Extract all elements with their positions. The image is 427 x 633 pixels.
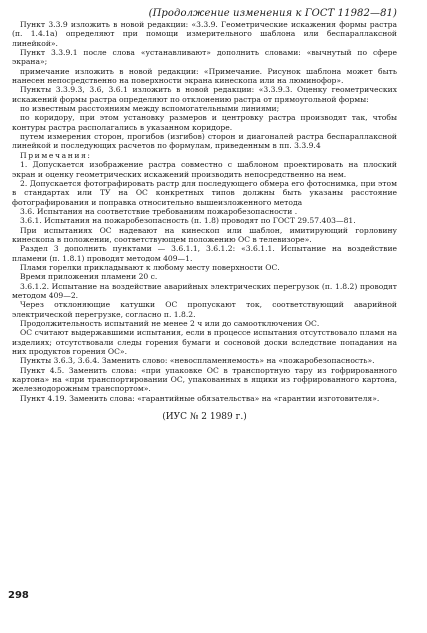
paragraph: по коридору, при этом установку размеров и центровку растра производят так, чтобы контуры растра располагались в указанном коридоре. (12, 113, 397, 132)
paragraph: Время приложения пламени 20 с. (20, 272, 158, 282)
publication-note: (ИУС № 2 1989 г.) (162, 412, 247, 423)
paragraph: 3.6.1. Испытания на пожаробезопасность (п. 1.8) проводят по ГОСТ 29.57.403—81. (20, 216, 356, 226)
paragraph: 3.6. Испытания на соответствие требованиям пожаробезопасности . (20, 206, 298, 216)
paragraph: Пункт 3.3.9.1 после слова «устанавливают» дополнить словами: «вычнутый по сфере экрана»; (12, 48, 397, 67)
page-number: 298 (8, 590, 29, 601)
paragraph: по известным расстояниям между вспомогательными линиями; (20, 104, 280, 114)
paragraph: 3.6.1.2. Испытание на воздействие аварийных электрических перегрузок (п. 1.8.2) проводят методом 409—2. (12, 281, 397, 300)
paragraph: Продолжительность испытаний не менее 2 ч или до самоотключения ОС. (20, 319, 320, 328)
paragraph: примечание изложить в новой редакции: «Примечание. Рисунок шаблона может быть нанесен непосредственно на поверхности экрана кинескопа или на люминофор». (12, 66, 397, 86)
paragraph: путем измерения сторон, прогибов (изгибов) сторон и диагоналей растра беспараллаксной линейкой и последующих расчетов по формулам, приведенным в пп. 3.3.9.4 (12, 132, 397, 151)
paragraph: ОС считают выдержавшими испытания, если в процессе испытания отсутствовало пламя на изделиях; отсутствовали следы горения бумаги и сосновой доски вследствие попадания на них продуктов горения ОС». (12, 328, 397, 357)
paragraph: Пункт 4.5. Заменить слова: «при упаковке ОС в транспортную тару из гофрированного картона» на «при транспортировании ОС, упакованных в ящики из гофрированного картона, железнодорожным транспортом». (12, 365, 397, 394)
paragraph: 2. Допускается фотографировать растр для последующего обмера его фотоснимка, при этом в стандартах или ТУ на ОС конкретных типов должны быть указаны расстояние фотографирования и поправка относительно вышеизложенного метода (12, 178, 397, 207)
paragraph: Пункты 3.3.9.3, 3.6, 3.6.1 изложить в новой редакции: «3.3.9.3. Оценку геометрических искажений формы растра определяют по отклонению растра от прямоугольной формы: (12, 85, 397, 104)
paragraph: Пламя горелки прикладывают к любому месту поверхности ОС. (20, 262, 280, 272)
notes-heading: Примечания: (20, 150, 92, 160)
page-header: (Продолжение изменения к ГОСТ 11982—81) (148, 8, 397, 19)
paragraph: Пункт 3.3.9 изложить в новой редакции: «3.3.9. Геометрические искажения формы растра (п. 1.4.1а) определяют при помощи измерительного шаблона или беспараллаксной линейкой». (12, 20, 397, 48)
paragraph: При испытаниях ОС надевают на кинескоп или шаблон, имитирующий горловину кинескопа в положении, соответствующем положению ОС в телевизоре». (12, 225, 397, 244)
paragraph: 1. Допускается изображение растра совместно с шаблоном проектировать на плоский экран и оценку геометрических искажений производить непосредственно на нем. (12, 160, 397, 179)
paragraph: Раздел 3 дополнить пунктами — 3.6.1.1, 3.6.1.2: «3.6.1.1. Испытание на воздействие пламени (п. 1.8.1) проводят методом 409—1. (12, 244, 397, 263)
paragraph: Пункт 4.19. Заменить слова: «гарантийные обязательства» на «гарантии изготовителя». (20, 393, 380, 403)
paragraph: Через отклоняющие катушки ОС пропускают ток, соответствующий аварийной электрической перегрузке, согласно п. 1.8.2. (12, 300, 397, 319)
body-text (12, 20, 397, 403)
paragraph: Пункты 3.6.3, 3.6.4. Заменить слово: «невоспламеняемость» на «пожаробезопасность». (20, 356, 375, 366)
